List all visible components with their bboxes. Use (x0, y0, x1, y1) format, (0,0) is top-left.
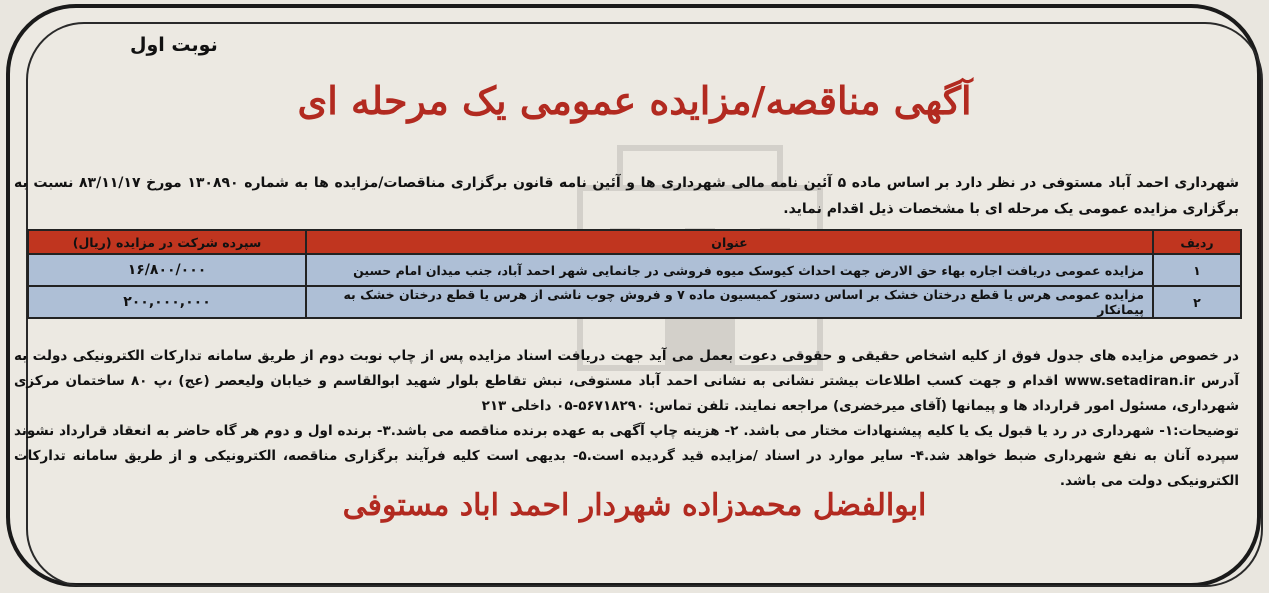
header-subject: عنوان (306, 230, 1153, 254)
notice-body (14, 344, 1239, 494)
row-number: ۲ (1153, 286, 1241, 318)
row-subject: مزایده عمومی هرس یا قطع درختان خشک بر اساس دستور کمیسیون ماده ۷ و فروش چوب ناشی از هرس یا قطع درختان خشک به پیمانکار (306, 286, 1153, 318)
header-row-number: ردیف (1153, 230, 1241, 254)
row-number: ۱ (1153, 254, 1241, 286)
row-deposit: ۲۰۰,۰۰۰,۰۰۰ (28, 286, 306, 318)
table-row (28, 286, 1241, 318)
signature: ابوالفضل محمدزاده شهردار احمد اباد مستوفی (342, 488, 927, 523)
instructions-paragraph: در خصوص مزایده های جدول فوق از کلیه اشخاص حقیقی و حقوقی دعوت بعمل می آید جهت دریافت اسناد مزایده پس از چاپ نوبت دوم از طریق سامانه تدارکات الکترونیکی دولت به آدرس www.setadiran.ir اقدام و جهت کسب اطلاعات بیشتر نشانی به نشانی احمد آباد مستوفی، نبش تقاطع بلوار شهید ابوالقاسم و خیابان ولیعصر (عج) ،پ ۸۰ ساختمان مرکزی شهرداری، مسئول امور قرارداد ها و پیمانها (آقای میرخضری) مراجعه نمایند. تلفن تماس: ۵۶۷۱۸۲۹۰-۰۵ داخلی ۲۱۳ (14, 348, 1239, 414)
auction-table (27, 229, 1242, 319)
table-row (28, 254, 1241, 286)
header-deposit: سپرده شرکت در مزایده (ریال) (28, 230, 306, 254)
row-deposit: ۱۶/۸۰۰/۰۰۰ (28, 254, 306, 286)
notice-number: نوبت اول (130, 34, 218, 56)
intro-paragraph: شهرداری احمد آباد مستوفی در نظر دارد بر اساس ماده ۵ آئین نامه مالی شهرداری ها و آئین نامه قانون برگزاری مناقصات/مزایده ها به شماره ۱۳۰۸۹۰ مورخ ۸۳/۱۱/۱۷ نسبت به برگزاری مزایده عمومی یک مرحله ای با مشخصات ذیل اقدام نماید. (14, 175, 1239, 217)
page-title: آگهی مناقصه/مزایده عمومی یک مرحله ای (297, 78, 972, 123)
notes-paragraph: توضیحات:۱- شهرداری در رد یا قبول یک یا کلیه پیشنهادات مختار می باشد. ۲- هزینه چاپ آگهی به عهده برنده مناقصه می باشد.۳- برنده اول و دوم هر گاه حاضر به انعقاد قرارداد نشوند سپرده آنان به نفع شهرداری ضبط خواهد شد.۴- سایر موارد در اسناد /مزایده قید گردیده است.۵- بدیهی است کلیه فرآیند برگزاری مناقصه، الکترونیکی و از طریق سامانه تدارکات الکترونیکی دولت می باشد. (14, 423, 1240, 489)
table-header-row (28, 230, 1241, 254)
row-subject: مزایده عمومی دریافت اجاره بهاء حق الارض جهت احداث کیوسک میوه فروشی در جانمایی شهر احمد آباد، جنب میدان امام حسین (306, 254, 1153, 286)
